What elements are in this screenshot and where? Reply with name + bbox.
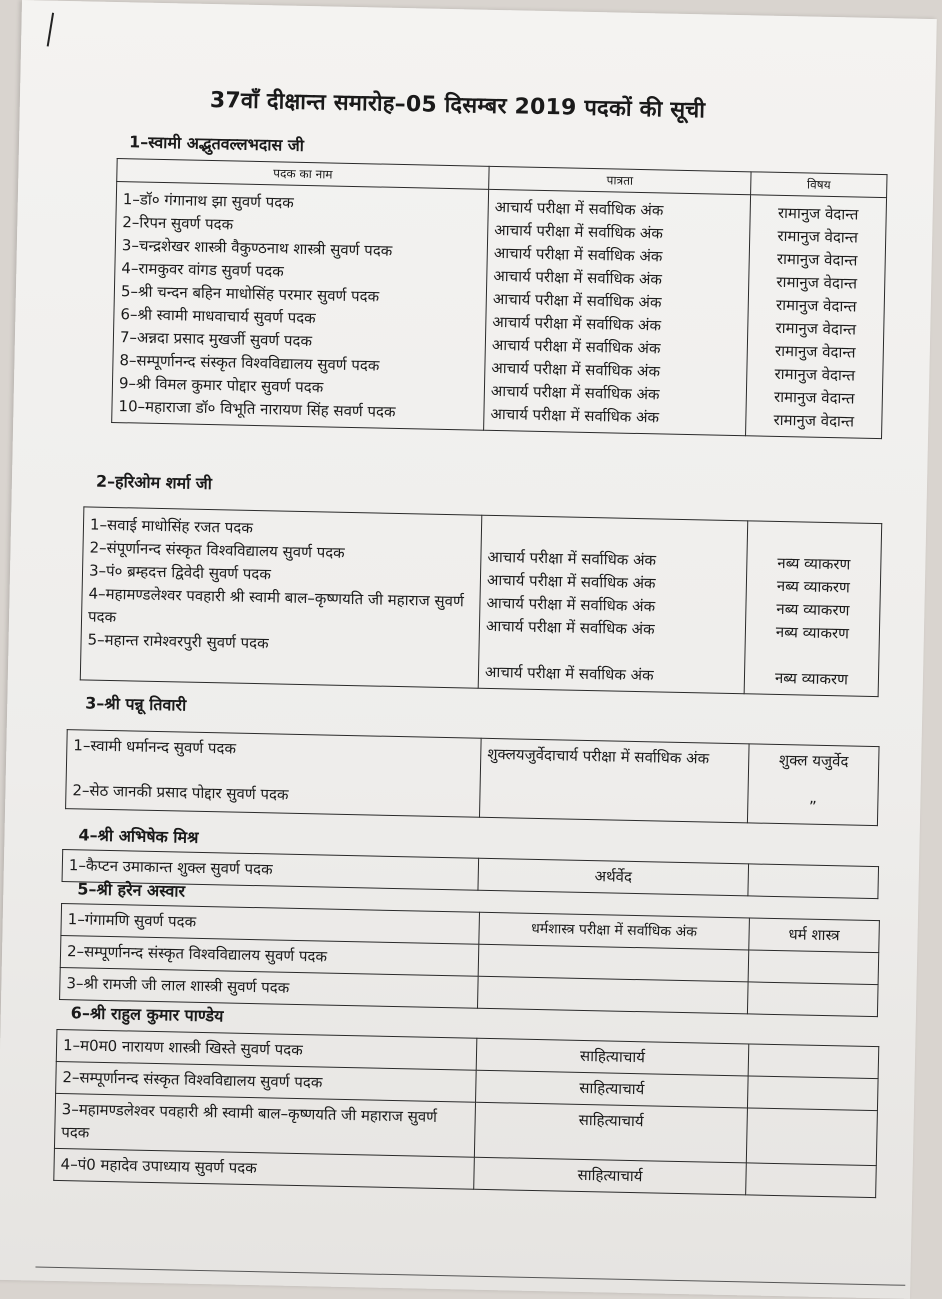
subject-text: रामानुज वेदान्त (773, 410, 855, 431)
section-6-table (53, 1029, 879, 1198)
eligibility-text: साहित्याचार्य (579, 1046, 646, 1067)
eligibility-text: अर्थर्वेद (594, 867, 633, 886)
medal-name: 9–श्री विमल कुमार पोद्दार सुवर्ण पदक (118, 374, 324, 397)
medal-name: 3–चन्द्रशेखर शास्त्री वैकुण्ठनाथ शास्त्री सुवर्ण पदक (121, 236, 393, 260)
section-2-heading: 2–हरिओम शर्मा जी (95, 471, 213, 494)
medal-name: 4–पं0 महादेव उपाध्याय सुवर्ण पदक (60, 1155, 257, 1178)
eligibility-text: शुक्लयजुर्वेदाचार्य परीक्षा में सर्वाधिक अंक (487, 744, 710, 768)
header-medal-name: पदक का नाम (117, 159, 489, 190)
pen-mark (47, 13, 54, 47)
header-subject: विषय (751, 172, 887, 198)
eligibility-text: साहित्याचार्य (579, 1078, 645, 1099)
section-3-heading: 3–श्री पन्नू तिवारी (85, 693, 187, 715)
eligibility-text: आचार्य परीक्षा में सर्वाधिक अंक (492, 289, 662, 312)
eligibility-text: साहित्याचार्य (577, 1165, 643, 1186)
eligibility-text: आचार्य परीक्षा में सर्वाधिक अंक (492, 312, 662, 335)
eligibility-text: आचार्य परीक्षा में सर्वाधिक अंक (484, 662, 654, 685)
medal-name: 10–महाराजा डॉ० विभूति नारायण सिंह सवर्ण पदक (118, 397, 396, 421)
eligibility-text: साहित्याचार्य (578, 1110, 644, 1131)
subject-text: शुक्ल यजुर्वेद (778, 751, 849, 771)
subject-text: रामानुज वेदान्त (776, 249, 858, 270)
medal-name: 3–श्री रामजी जी लाल शास्त्री सुवर्ण पदक (66, 974, 290, 997)
eligibility-text: आचार्य परीक्षा में सर्वाधिक अंक (491, 335, 661, 358)
section-5-table (59, 903, 880, 1017)
eligibility-text: आचार्य परीक्षा में सर्वाधिक अंक (490, 381, 660, 404)
section-4-heading: 4–श्री अभिषेक मिश्र (78, 825, 199, 847)
section-3-table (65, 729, 879, 826)
page-bottom-rule (35, 1267, 905, 1286)
medal-name: 6–श्री स्वामी माधवाचार्य सुवर्ण पदक (120, 305, 316, 328)
eligibility-text: आचार्य परीक्षा में सर्वाधिक अंक (493, 243, 663, 266)
medal-name: 3–महामण्डलेश्वर पवहारी श्री स्वामी बाल–कृष्णयति जी महाराज सुवर्ण पदक (61, 1100, 438, 1142)
medal-name: 1–स्वामी धर्मानन्द सुवर्ण पदक (73, 736, 237, 758)
subject-text: रामानुज वेदान्त (776, 272, 858, 293)
medal-name: 2–सम्पूर्णानन्द संस्कृत विश्वविद्यालय सुवर्ण पदक (62, 1068, 323, 1092)
medal-name: 4–रामकुवर वांगड सुवर्ण पदक (121, 259, 284, 281)
section-6-heading: 6–श्री राहुल कुमार पाण्डेय (70, 1003, 224, 1026)
subject-text: रामानुज वेदान्त (774, 364, 856, 385)
medal-name: 4–महामण्डलेश्वर पवहारी श्री स्वामी बाल–कृष्णयति जी महाराज सुवर्ण पदक (87, 584, 464, 627)
medal-name: 3–पं० ब्रम्हदत्त द्विवेदी सुवर्ण पदक (88, 561, 272, 584)
eligibility-text: आचार्य परीक्षा में सर्वाधिक अंक (493, 266, 663, 289)
subject-text: रामानुज वेदान्त (774, 341, 856, 362)
eligibility-text: आचार्य परीक्षा में सर्वाधिक अंक (494, 220, 664, 243)
medal-name: 1–गंगामणि सुवर्ण पदक (67, 910, 197, 931)
eligibility-text: आचार्य परीक्षा में सर्वाधिक अंक (494, 197, 664, 220)
subject-text: रामानुज वेदान्त (773, 387, 855, 408)
medal-name: 2–सेठ जानकी प्रसाद पोद्दार सुवर्ण पदक (72, 781, 289, 804)
medal-name: 8–सम्पूर्णानन्द संस्कृत विश्वविद्यालय सुवर्ण पदक (119, 351, 380, 375)
subject-text: नब्य व्याकरण (776, 576, 851, 597)
eligibility-text: आचार्य परीक्षा में सर्वाधिक अंक (486, 593, 656, 616)
medal-name: 5–महान्त रामेश्वरपुरी सुवर्ण पदक (87, 630, 269, 653)
eligibility-text: आचार्य परीक्षा में सर्वाधिक अंक (487, 547, 657, 570)
ditto-mark: „ (808, 788, 818, 807)
eligibility-text: आचार्य परीक्षा में सर्वाधिक अंक (485, 616, 655, 639)
subject-text: धर्म शास्त्र (788, 925, 840, 945)
subject-text: नब्य व्याकरण (774, 668, 849, 689)
medal-name: 1–कैप्टन उमाकान्त शुक्ल सुवर्ण पदक (68, 856, 273, 879)
header-eligibility: पात्रता (489, 166, 751, 194)
section-5-heading: 5–श्री हरेन अस्वार (77, 879, 186, 901)
subject-text: रामानुज वेदान्त (777, 203, 859, 224)
section-1-table (111, 158, 887, 439)
medal-name: 2–रिपन सुवर्ण पदक (122, 213, 234, 234)
subject-text: नब्य व्याकरण (777, 553, 851, 574)
eligibility-text: धर्मशास्त्र परीक्षा में सर्वाधिक अंक (531, 920, 698, 941)
medal-name: 2–सम्पूर्णानन्द संस्कृत विश्वविद्यालय सुवर्ण पदक (66, 942, 328, 966)
eligibility-text: आचार्य परीक्षा में सर्वाधिक अंक (486, 570, 656, 593)
eligibility-text: आचार्य परीक्षा में सर्वाधिक अंक (491, 358, 661, 381)
eligibility-text: आचार्य परीक्षा में सर्वाधिक अंक (490, 404, 660, 427)
section-2-table (80, 506, 882, 697)
medal-name: 1–डॉ० गंगानाथ झा सुवर्ण पदक (122, 190, 294, 212)
subject-text: रामानुज वेदान्त (775, 295, 857, 316)
medal-name: 1–म0म0 नारायण शास्त्री खिस्ते सुवर्ण पदक (62, 1036, 303, 1060)
medal-name: 2–संपूर्णानन्द संस्कृत विश्वविद्यालय सुवर्ण पदक (89, 538, 345, 562)
section-1-heading: 1–स्वामी अद्भुतवल्लभदास जी (128, 132, 305, 155)
medal-name: 5–श्री चन्दन बहिन माधोसिंह परमार सुवर्ण पदक (120, 282, 380, 306)
medal-name: 7–अन्नदा प्रसाद मुखर्जी सुवर्ण पदक (119, 328, 313, 351)
subject-text: रामानुज वेदान्त (777, 226, 859, 247)
medal-name: 1–सवाई माधोसिंह रजत पदक (89, 515, 254, 537)
page-title: 37वॉं दीक्षान्त समारोह–05 दिसम्बर 2019 पदकों की सूची (209, 87, 706, 124)
subject-text: नब्य व्याकरण (776, 599, 850, 620)
subject-text: रामानुज वेदान्त (775, 318, 857, 339)
subject-text: नब्य व्याकरण (775, 622, 850, 643)
